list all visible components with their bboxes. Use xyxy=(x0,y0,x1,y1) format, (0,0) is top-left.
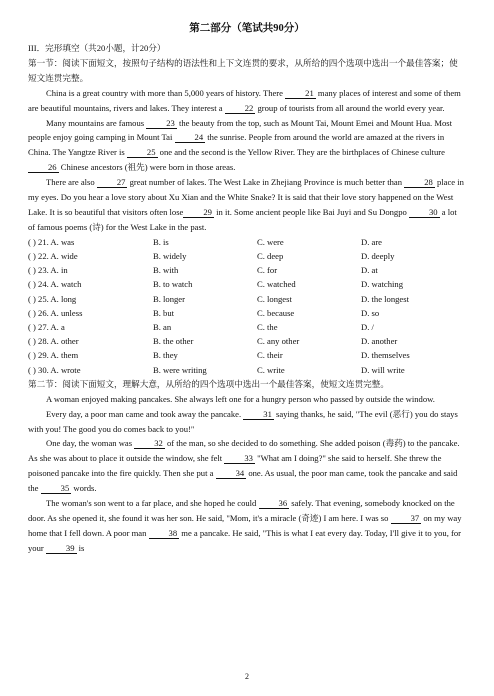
blank-36: 36 xyxy=(259,498,290,509)
blank-28: 28 xyxy=(404,177,435,188)
text-run: in it. Some ancient people like Bai Juyi and Su Dongpo xyxy=(213,206,409,217)
text-run: the sunrise. People from around the world are amazed at the rivers in China. The Yangtze River is xyxy=(28,132,445,158)
text-run: one. As usual, the poor man came, took the pancake and said the xyxy=(28,468,458,494)
text-run: great number of lakes. The West Lake in Zhejiang Province is much better than xyxy=(127,177,405,188)
text-run: Every day, a poor man came and took away the pancake. xyxy=(46,408,244,419)
option-a[interactable]: ( ) 23. A. in xyxy=(28,265,68,276)
option-d[interactable]: D. are xyxy=(361,236,382,247)
option-c[interactable]: C. watched xyxy=(257,279,296,290)
option-d[interactable]: D. deeply xyxy=(361,250,395,261)
blank-35: 35 xyxy=(41,483,72,494)
option-b[interactable]: B. is xyxy=(153,236,169,247)
text-run: group of tourists from all around the world every year. xyxy=(255,102,445,113)
text-run: of the man, so she decided to do something. She added poison (毒药) to the pancake. As she was about to place it outside the window, she felt xyxy=(28,438,460,464)
text-run: One day, the woman was xyxy=(46,438,135,449)
text-run: saying thanks, he said, "The evil (恶行) you do stays with you! The good you do comes back to you!" xyxy=(28,408,458,434)
text-run: Many mountains are famous xyxy=(46,117,147,128)
text-run: many places of interest and some of them are beautiful mountains, rivers and lakes. They interest a xyxy=(28,87,461,113)
text-run: the beauty from the top, such as Mount Tai, Mount Emei and Mount Hua. Most people enjoy going camping in Mount Tai xyxy=(28,117,453,143)
option-d[interactable]: D. another xyxy=(361,336,398,347)
section2-instruction: 第二节：阅读下面短文，理解大意，从所给的四个选项中选出一个最佳答案，使短文连贯完整。 xyxy=(28,378,389,389)
passage1-paragraph-1 xyxy=(28,86,466,116)
text-run: "What am I doing?" she said to herself. She threw the poisoned pancake into the fire quickly. Then she put a xyxy=(28,453,442,479)
option-b[interactable]: B. widely xyxy=(153,250,187,261)
blank-29: 29 xyxy=(183,207,214,218)
option-row-21 xyxy=(28,235,466,249)
blank-34: 34 xyxy=(216,468,247,479)
option-c[interactable]: C. for xyxy=(257,265,278,276)
blank-38: 38 xyxy=(149,528,180,539)
text-run: a lot of famous poems (诗) for the West Lake in the past. xyxy=(28,206,457,232)
option-row-29 xyxy=(28,348,466,362)
option-d[interactable]: D. / xyxy=(361,322,374,332)
option-c[interactable]: C. were xyxy=(257,236,284,247)
option-a[interactable]: ( ) 26. A. unless xyxy=(28,307,83,318)
blank-39: 39 xyxy=(46,543,77,554)
option-row-24 xyxy=(28,277,466,291)
passage1-paragraph-3 xyxy=(28,175,466,235)
blank-27: 27 xyxy=(97,177,128,188)
blank-30: 30 xyxy=(409,207,440,218)
option-row-26 xyxy=(28,306,466,320)
passage2-paragraph-2 xyxy=(28,407,466,437)
section1-instruction: 第一节：阅读下面短文，按照句子结构的语法性和上下文连贯的要求，从所给的四个选项中选出一个最佳答案；使短文连贯完整。 xyxy=(28,57,458,83)
text-run: is xyxy=(76,542,85,553)
option-row-30 xyxy=(28,363,466,377)
passage2-paragraph-4 xyxy=(28,496,466,556)
section-title: 第二部分（笔试共90分） xyxy=(189,23,305,34)
option-c[interactable]: C. deep xyxy=(257,250,284,261)
passage2-paragraph-1: A woman enjoyed making pancakes. She always left one for a hungry person who passed by outside the window. xyxy=(46,393,435,404)
blank-32: 32 xyxy=(134,438,165,449)
option-a[interactable]: ( ) 24. A. watch xyxy=(28,279,82,290)
option-b[interactable]: B. an xyxy=(153,322,172,332)
blank-33: 33 xyxy=(224,453,255,464)
blank-22: 22 xyxy=(225,103,256,114)
option-d[interactable]: D. at xyxy=(361,265,378,276)
option-a[interactable]: ( ) 21. A. was xyxy=(28,236,75,247)
option-b[interactable]: B. but xyxy=(153,307,175,318)
passage2-paragraph-3 xyxy=(28,436,466,496)
blank-31: 31 xyxy=(243,409,274,420)
text-run: safely. That evening, somebody knocked on the door. As she opened it, she found it was her son. He said, "Mom, it's a miracle (奇迹) I am here. I was so xyxy=(28,498,455,523)
text-run: Chinese ancestors (祖先) were born in those areas. xyxy=(58,162,236,173)
blank-37: 37 xyxy=(391,513,422,524)
option-d[interactable]: D. the longest xyxy=(361,293,409,304)
option-b[interactable]: B. with xyxy=(153,265,179,276)
option-c[interactable]: C. because xyxy=(257,307,295,318)
part3-heading: III．完形填空（共20小题，计20分） xyxy=(28,43,166,53)
option-c[interactable]: C. the xyxy=(257,322,278,332)
text-run: one and the second is the Yellow River. They are the birthplaces of Chinese culture xyxy=(157,147,445,158)
option-c[interactable]: C. their xyxy=(257,350,283,361)
text-run: words. xyxy=(71,483,97,494)
exam-page xyxy=(28,22,466,556)
option-b[interactable]: B. they xyxy=(153,350,178,361)
option-row-28 xyxy=(28,334,466,348)
option-c[interactable]: C. write xyxy=(257,364,285,375)
option-b[interactable]: B. the other xyxy=(153,336,194,347)
blank-21: 21 xyxy=(285,88,316,99)
option-d[interactable]: D. will write xyxy=(361,364,405,375)
blank-23: 23 xyxy=(146,118,177,129)
option-a[interactable]: ( ) 30. A. wrote xyxy=(28,364,81,375)
option-row-25 xyxy=(28,292,466,306)
option-d[interactable]: D. so xyxy=(361,307,380,318)
text-run: The woman's son went to a far place, and she hoped he could xyxy=(46,498,259,509)
blank-24: 24 xyxy=(175,132,206,143)
option-c[interactable]: C. longest xyxy=(257,293,292,304)
page-number: 2 xyxy=(245,672,249,681)
option-b[interactable]: B. longer xyxy=(153,293,185,304)
option-d[interactable]: D. watching xyxy=(361,279,404,290)
option-b[interactable]: B. were writing xyxy=(153,364,207,375)
blank-26: 26 xyxy=(28,162,59,173)
text-run: China is a great country with more than 5,000 years of history. There xyxy=(46,87,286,98)
option-row-23 xyxy=(28,263,466,277)
passage1-paragraph-2 xyxy=(28,116,466,176)
option-a[interactable]: ( ) 22. A. wide xyxy=(28,250,78,261)
option-a[interactable]: ( ) 27. A. a xyxy=(28,322,65,332)
option-a[interactable]: ( ) 28. A. other xyxy=(28,336,79,347)
option-a[interactable]: ( ) 25. A. long xyxy=(28,293,77,304)
options-table xyxy=(28,235,466,377)
blank-25: 25 xyxy=(127,147,158,158)
text-run: me a pancake. He said, "This is what I eat every day. Today, I'll give it to you, for your xyxy=(28,527,462,553)
option-a[interactable]: ( ) 29. A. them xyxy=(28,350,79,361)
text-run: There are also xyxy=(46,177,97,188)
text-run: place in my eyes. Do you hear a love story about Xu Xian and the White Snake? It is said that their love story happened on the West Lake. It is so beautiful that visitors often lose xyxy=(28,177,464,217)
option-row-22 xyxy=(28,249,466,263)
option-row-27 xyxy=(28,320,466,334)
text-run: on my way home that I fell down. A poor man xyxy=(28,512,462,538)
option-c[interactable]: C. any other xyxy=(257,336,300,347)
option-b[interactable]: B. to watch xyxy=(153,279,193,290)
option-d[interactable]: D. themselves xyxy=(361,350,410,361)
